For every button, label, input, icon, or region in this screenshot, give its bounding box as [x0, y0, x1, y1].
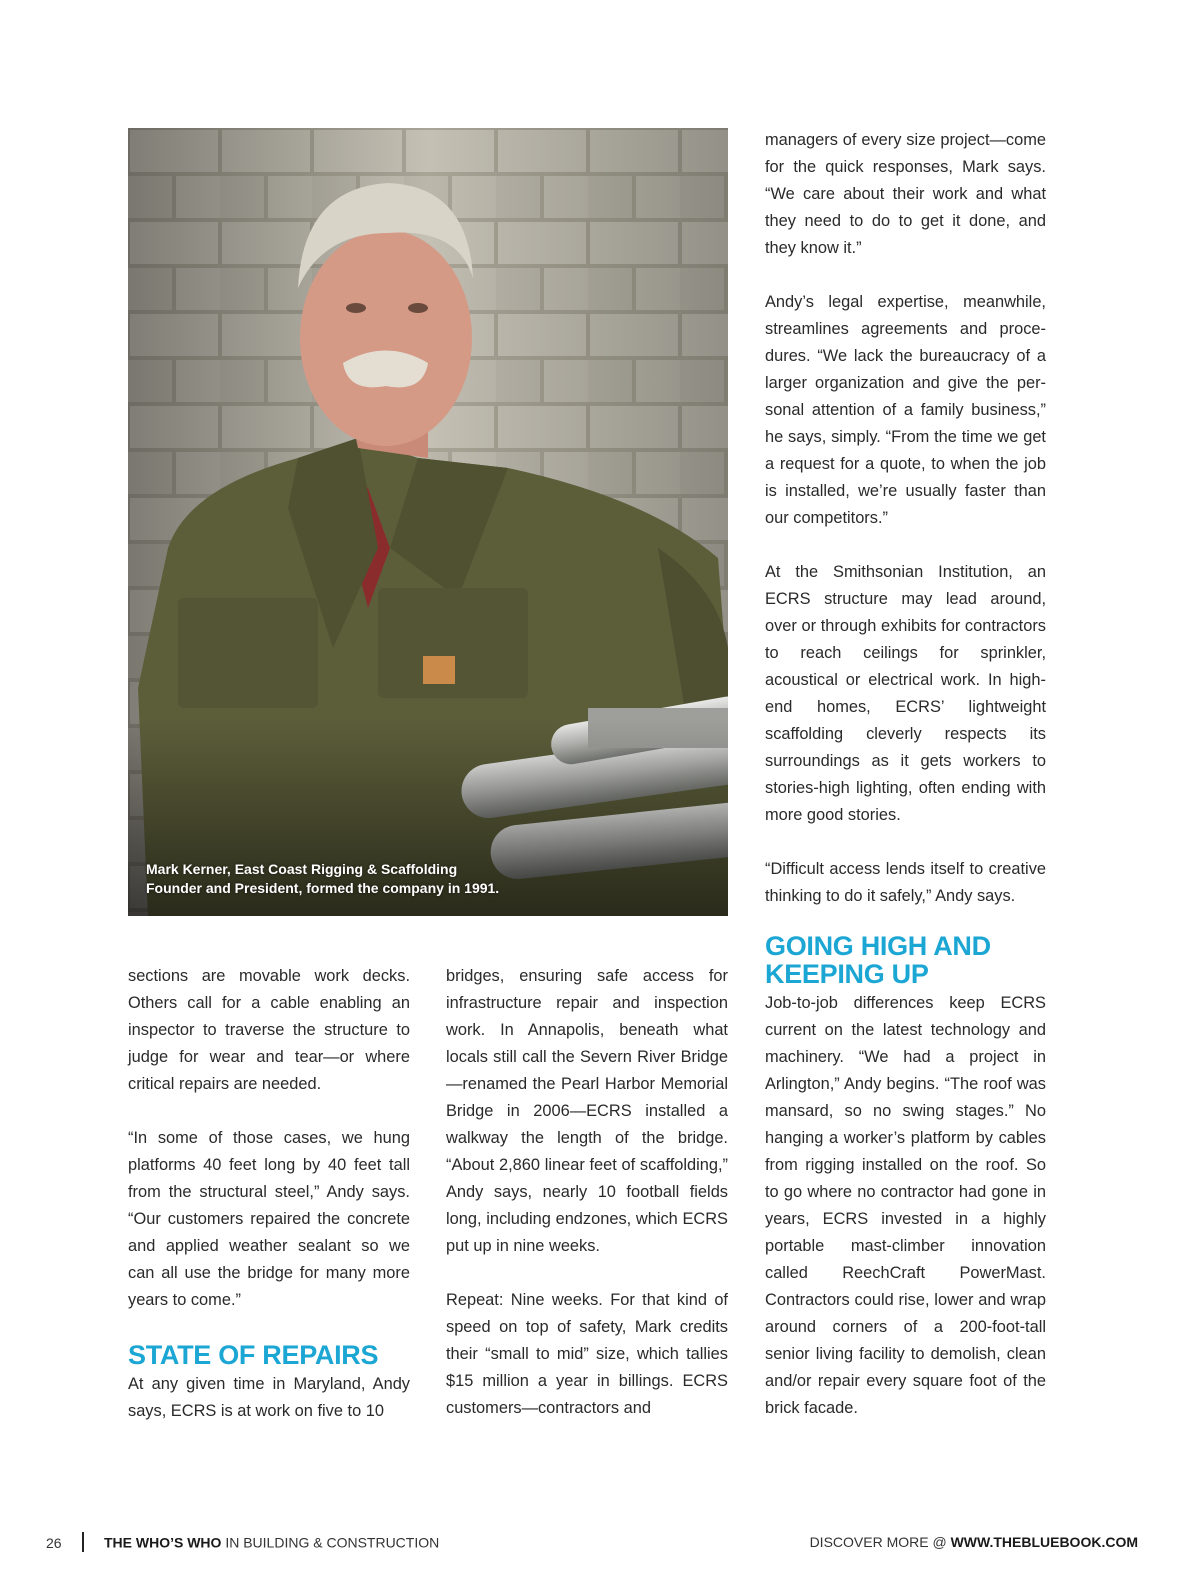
- paragraph: At the Smithsonian Institution, an ECRS structure may lead around, over or through exhibits for contractors to reach ceilings for sprinkler, acoustical or electrical work. In high-end homes, ECRS’ lightweight scaffolding cleverly respects its surroundings as it gets workers to stories-high lighting, often ending with more good stories.: [765, 563, 1046, 824]
- caption-line-2: Founder and President, formed the company in 1991.: [146, 880, 500, 896]
- section-heading-going-high: GOING HIGH AND KEEPING UP: [765, 931, 991, 989]
- paragraph: bridges, ensuring safe access for infrastructure repair and inspection work. In Annapolis, beneath what locals still call the Severn River Bridge—renamed the Pearl Harbor Memorial Bridge in 2006—ECRS installed a walkway the length of the bridge. “About 2,860 linear feet of scaffolding,” Andy says, nearly 10 football fields long, including endzones, which ECRS put up in nine weeks.: [446, 967, 728, 1255]
- paragraph: Andy’s legal expertise, meanwhile, streamlines agreements and procedures. “We lack the bureaucracy of a larger organization and give the personal attention of a family business,” he says, simply. “From the time we get a request for a quote, to when the job is installed, we’re usually faster than our competitors.”: [765, 293, 1046, 527]
- paragraph: sections are movable work decks. Others call for a cable enabling an inspector to traverse the structure to judge for wear and tear—or where critical repairs are needed.: [128, 967, 410, 1093]
- section-heading-state-of-repairs: STATE OF REPAIRS: [128, 1340, 379, 1370]
- page-number: 26: [46, 1534, 62, 1551]
- publication-name-rest: IN BUILDING & CONSTRUCTION: [221, 1534, 440, 1551]
- paragraph: Repeat: Nine weeks. For that kind of speed on top of safety, Mark credits their “small to mid” size, which tallies $15 million a year in billings. ECRS customers—contractors and: [446, 1291, 728, 1417]
- paragraph: “Difficult access lends itself to creative thinking to do it safely,” Andy says.: [765, 860, 1046, 905]
- paragraph: At any given time in Maryland, Andy says, ECRS is at work on five to 10: [128, 1375, 410, 1420]
- portrait-illustration: [128, 128, 728, 916]
- article-column-right: [765, 127, 1046, 1422]
- portrait-photo: [128, 128, 728, 916]
- article-column-left: [128, 963, 410, 1425]
- photo-caption: [146, 860, 706, 898]
- footer-publication: [46, 1534, 439, 1554]
- article-column-middle: [446, 963, 728, 1422]
- footer-divider: [82, 1532, 84, 1552]
- website-link[interactable]: WWW.THEBLUEBOOK.COM: [950, 1534, 1138, 1550]
- discover-label: DISCOVER MORE @: [809, 1534, 951, 1550]
- caption-line-1: Mark Kerner, East Coast Rigging & Scaffolding: [146, 861, 458, 877]
- publication-name-bold: THE WHO’S WHO: [104, 1534, 222, 1551]
- footer-website: [810, 1534, 1138, 1550]
- paragraph: “In some of those cases, we hung platforms 40 feet long by 40 feet tall from the structural steel,” Andy says. “Our customers repaired the concrete and applied weather sealant so we can all use the bridge for many more years to come.”: [128, 1129, 410, 1309]
- paragraph: managers of every size project—come for the quick responses, Mark says. “We care about their work and what they need to do to get it done, and they know it.”: [765, 131, 1046, 257]
- paragraph: Job-to-job differences keep ECRS current on the latest technology and machinery. “We had a project in Arlington,” Andy begins. “The roof was mansard, so no swing stages.” No hanging a worker’s platform by cables from rigging installed on the roof. So to go where no contractor had gone in years, ECRS invested in a highly portable mast-climber innovation called ReechCraft PowerMast. Contractors could rise, lower and wrap around corners of a 200-foot-tall senior living facility to demolish, clean and/or repair every square foot of the brick facade.: [765, 994, 1046, 1417]
